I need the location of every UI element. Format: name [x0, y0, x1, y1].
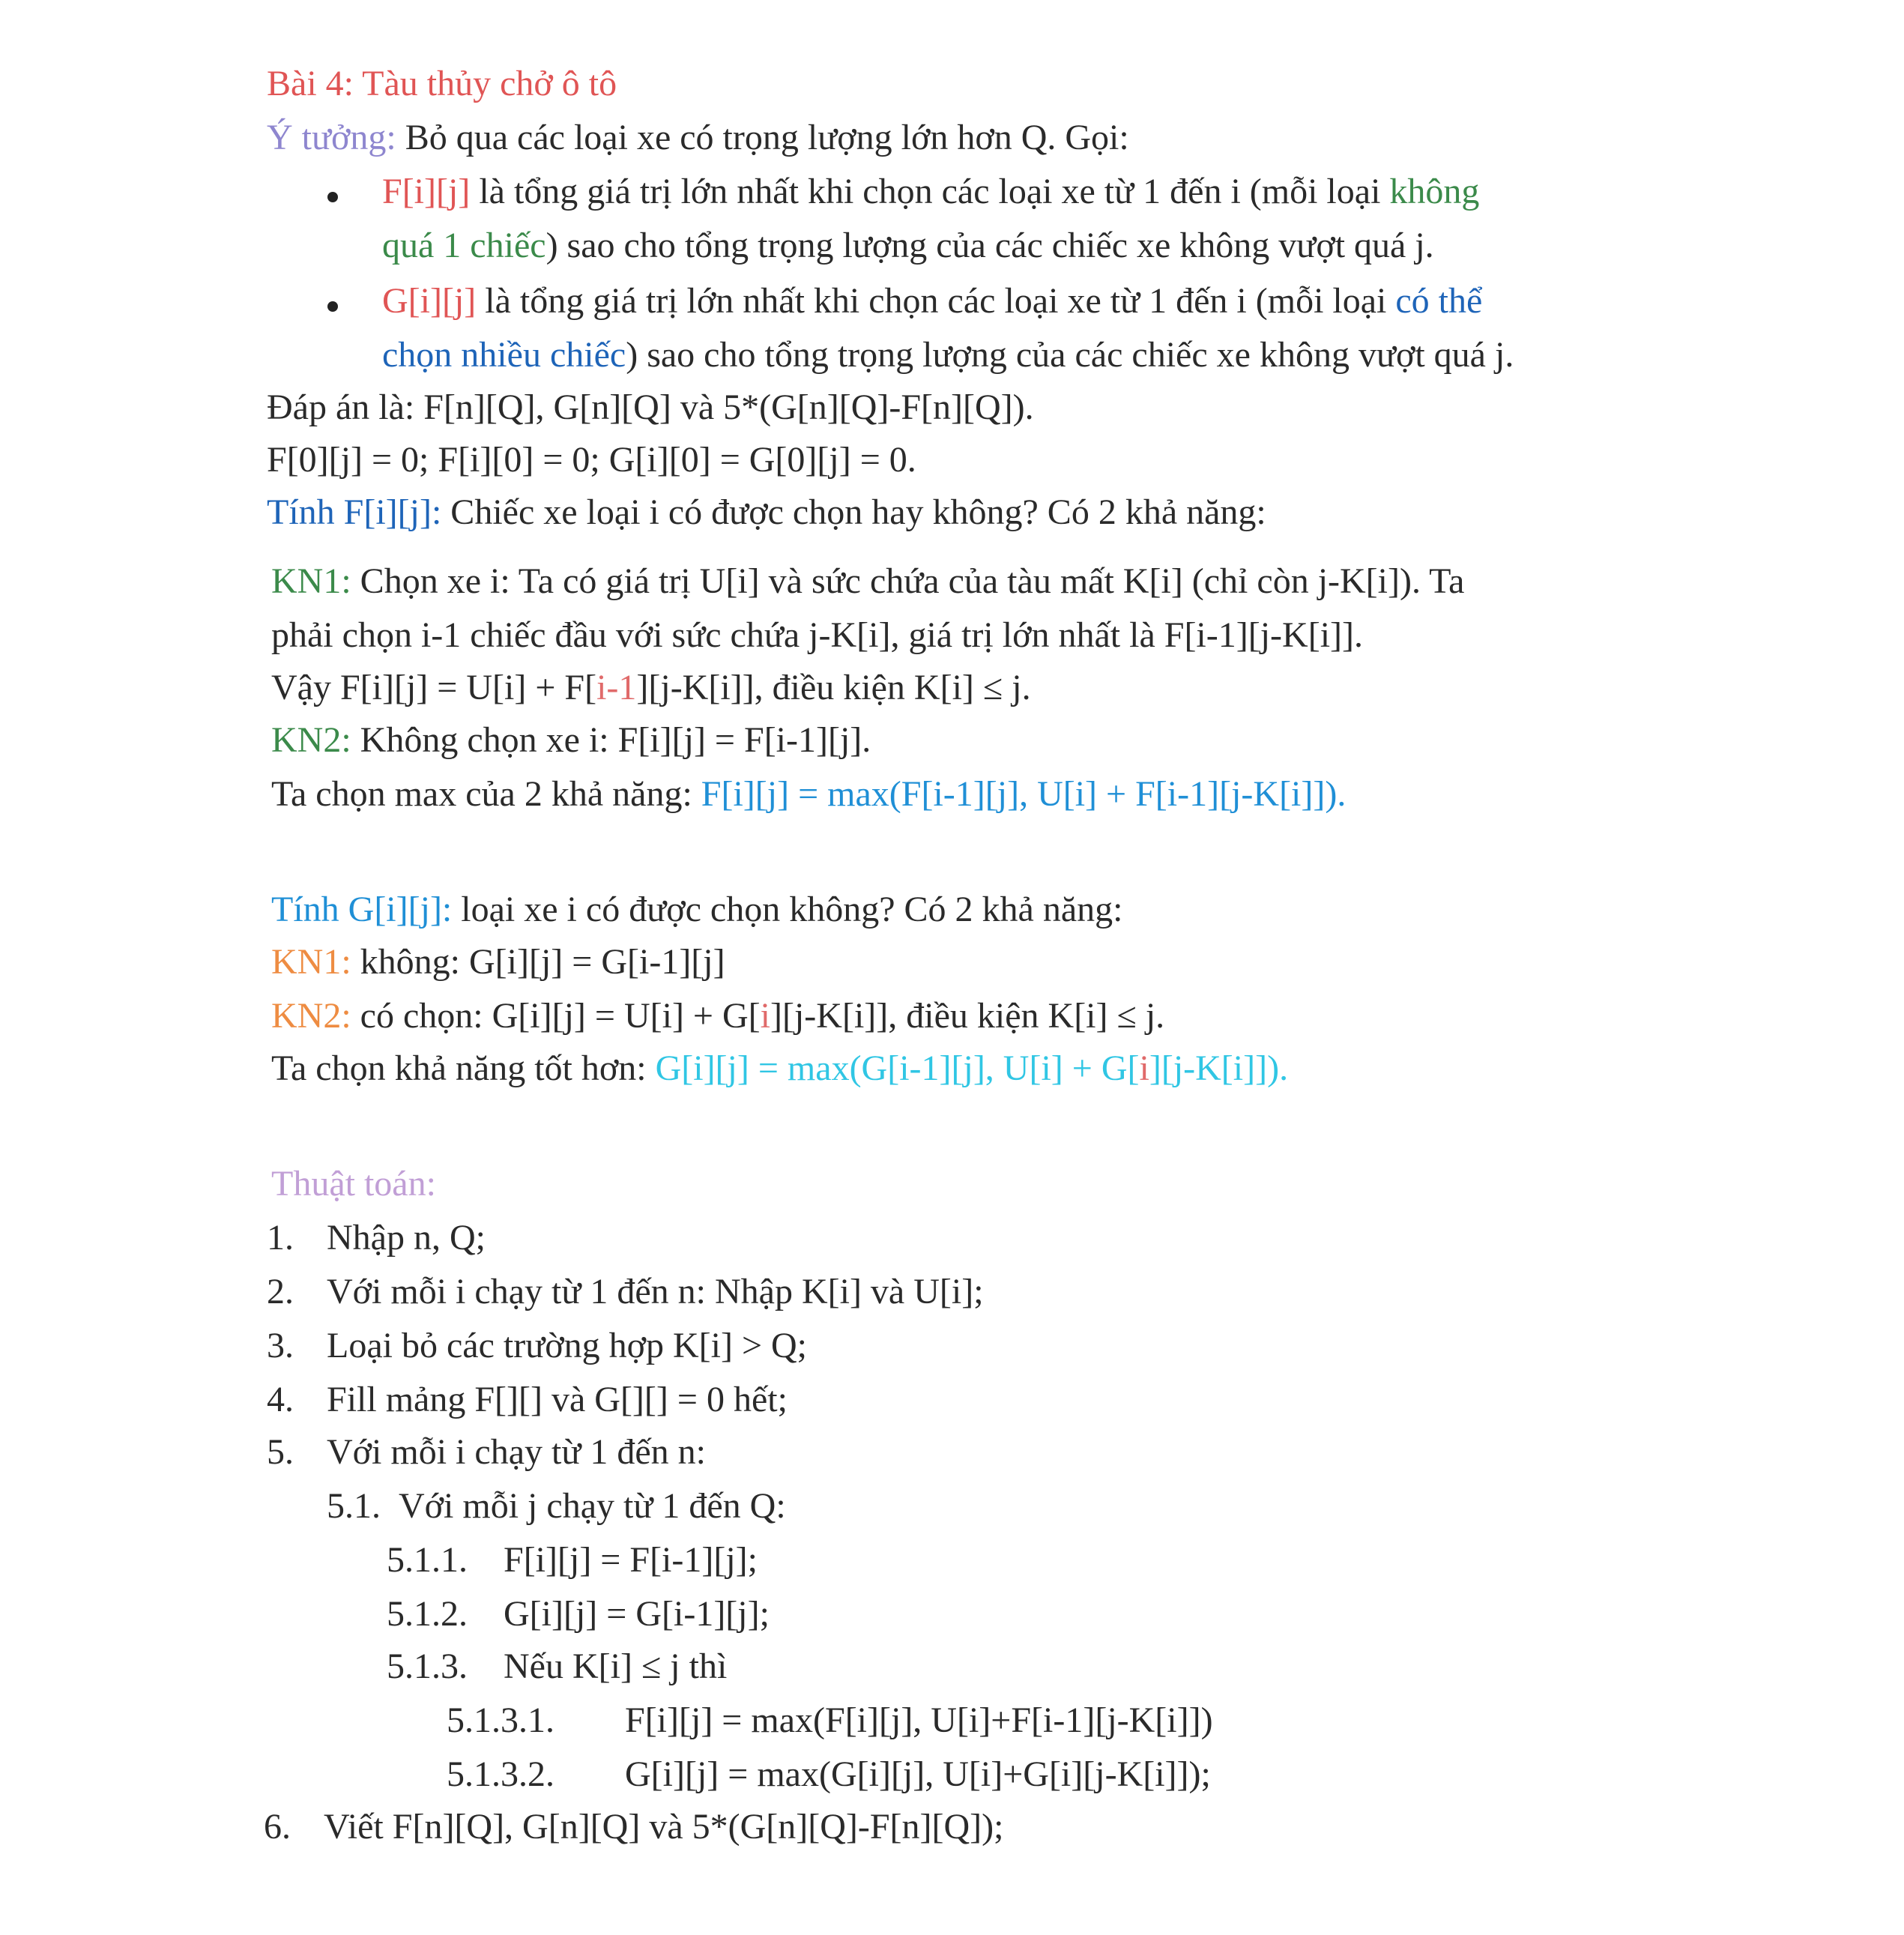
calc-f-vay-highlight: i-1 — [596, 668, 637, 707]
bullet-1-highlight-2: quá 1 chiếc — [382, 226, 546, 265]
algo-step-4-text: Fill mảng F[][] và G[][] = 0 hết; — [327, 1380, 788, 1419]
calc-f-kn2-text: Không chọn xe i: F[i][j] = F[i-1][j]. — [351, 720, 871, 760]
bullet-2-var: G[i][j] — [382, 281, 477, 321]
calc-g-kn2-highlight: i — [760, 996, 770, 1036]
calc-g-choose-f2: ][j-K[i]]). — [1149, 1048, 1289, 1088]
bullet-dot-icon — [327, 192, 338, 202]
bullet-2-line-1 — [382, 279, 1482, 324]
algo-step-5-1-text: Với mỗi j chạy từ 1 đến Q: — [399, 1486, 786, 1526]
algo-step-5-1-3-2 — [447, 1752, 1211, 1797]
algo-step-5-num: 5. — [267, 1432, 294, 1472]
algo-step-5-1-3-1-text: F[i][j] = max(F[i][j], U[i]+F[i-1][j-K[i]]) — [625, 1700, 1213, 1740]
algo-step-5-text: Với mỗi i chạy từ 1 đến n: — [327, 1432, 706, 1472]
calc-g-kn2-pre: có chọn: G[i][j] = U[i] + G[ — [351, 996, 761, 1036]
algo-step-5-1-3-num: 5.1.3. — [387, 1646, 468, 1686]
calc-g-kn2-label: KN2: — [271, 996, 351, 1036]
calc-g-text: loại xe i có được chọn không? Có 2 khả năng: — [452, 890, 1123, 929]
calc-f-kn1-line-1 — [271, 559, 1464, 604]
bullet-2-line-2 — [382, 333, 1514, 378]
calc-f-text: Chiếc xe loại i có được chọn hay không? Có 2 khả năng: — [441, 492, 1266, 532]
algo-step-1-text: Nhập n, Q; — [327, 1218, 486, 1258]
idea-text: Bỏ qua các loại xe có trọng lượng lớn hơn Q. Gọi: — [396, 118, 1129, 157]
calc-f-kn1-line-2: phải chọn i-1 chiếc đầu với sức chứa j-K[i], giá trị lớn nhất là F[i-1][j-K[i]]. — [271, 615, 1363, 655]
calc-f-choose-text: Ta chọn max của 2 khả năng: — [271, 774, 701, 814]
algo-step-4 — [267, 1377, 788, 1422]
calc-f-choose-line — [271, 772, 1346, 817]
algo-step-6 — [264, 1805, 1003, 1850]
calc-g-label: Tính G[i][j]: — [271, 890, 453, 929]
algo-step-3-num: 3. — [267, 1326, 294, 1365]
algo-step-5-1-3-2-text: G[i][j] = max(G[i][j], U[i]+G[i][j-K[i]]); — [625, 1754, 1211, 1794]
calc-g-kn1-text: không: G[i][j] = G[i-1][j] — [351, 942, 725, 982]
algo-step-5-1-1-text: F[i][j] = F[i-1][j]; — [504, 1540, 758, 1580]
bullet-1-line-2 — [382, 223, 1434, 268]
algorithm-label: Thuật toán: — [271, 1164, 436, 1204]
algo-step-5-1 — [327, 1484, 786, 1529]
page-title: Bài 4: Tàu thủy chở ô tô — [267, 64, 617, 103]
init-line: F[0][j] = 0; F[i][0] = 0; G[i][0] = G[0][j] = 0. — [267, 440, 916, 480]
algo-step-5-1-3-1 — [447, 1698, 1213, 1743]
calc-g-choose-highlight: i — [1139, 1048, 1149, 1088]
calc-g-heading — [271, 887, 1122, 932]
algo-step-5-1-2 — [387, 1592, 770, 1637]
bullet-1-highlight: không — [1389, 172, 1480, 211]
algo-step-5-1-2-num: 5.1.2. — [387, 1594, 468, 1634]
calc-g-kn1-line — [271, 940, 725, 985]
algo-step-5-1-num: 5.1. — [327, 1486, 381, 1526]
calc-f-kn2-line — [271, 718, 871, 763]
calc-g-kn2-post: ][j-K[i]], điều kiện K[i] ≤ j. — [770, 996, 1165, 1036]
calc-f-kn2-label: KN2: — [271, 720, 351, 760]
algo-step-5-1-1-num: 5.1.1. — [387, 1540, 468, 1580]
bullet-2-text-2: ) sao cho tổng trọng lượng của các chiếc xe không vượt quá j. — [626, 335, 1514, 375]
calc-g-choose-f1: G[i][j] = max(G[i-1][j], U[i] + G[ — [655, 1048, 1140, 1088]
calc-g-kn2-line — [271, 994, 1164, 1039]
bullet-dot-icon — [327, 301, 338, 312]
calc-f-choose-formula: F[i][j] = max(F[i-1][j], U[i] + F[i-1][j-K[i]]). — [701, 774, 1347, 814]
calc-g-kn1-label: KN1: — [271, 942, 351, 982]
algo-step-5-1-3-2-num: 5.1.3.2. — [447, 1754, 554, 1794]
bullet-1-line-1 — [382, 169, 1479, 214]
algo-step-5-1-1 — [387, 1538, 758, 1583]
bullet-1-var: F[i][j] — [382, 172, 471, 211]
bullet-2-highlight-2: chọn nhiều chiếc — [382, 335, 626, 375]
algo-step-3-text: Loại bỏ các trường hợp K[i] > Q; — [327, 1326, 808, 1365]
algo-step-1 — [267, 1216, 486, 1261]
algo-step-5-1-2-text: G[i][j] = G[i-1][j]; — [504, 1594, 770, 1634]
algo-step-5-1-3-1-num: 5.1.3.1. — [447, 1700, 554, 1740]
calc-f-kn1-text: Chọn xe i: Ta có giá trị U[i] và sức chứa của tàu mất K[i] (chỉ còn j-K[i]). Ta — [351, 561, 1465, 601]
algo-step-5 — [267, 1430, 706, 1475]
idea-label: Ý tưởng: — [267, 118, 396, 157]
algo-step-6-text: Viết F[n][Q], G[n][Q] và 5*(G[n][Q]-F[n][Q]); — [324, 1807, 1004, 1847]
calc-f-heading — [267, 490, 1266, 535]
calc-f-label: Tính F[i][j]: — [267, 492, 442, 532]
answer-line: Đáp án là: F[n][Q], G[n][Q] và 5*(G[n][Q]-F[n][Q]). — [267, 387, 1034, 427]
calc-f-vay-line — [271, 665, 1031, 710]
bullet-1-text-2: ) sao cho tổng trọng lượng của các chiếc xe không vượt quá j. — [545, 226, 1434, 265]
algo-step-2 — [267, 1270, 984, 1314]
algo-step-6-num: 6. — [264, 1807, 291, 1847]
calc-g-choose-line — [271, 1046, 1288, 1091]
algo-step-4-num: 4. — [267, 1380, 294, 1419]
algo-step-1-num: 1. — [267, 1218, 294, 1258]
algo-step-5-1-3 — [387, 1644, 727, 1689]
idea-line — [267, 115, 1129, 160]
calc-g-choose-text: Ta chọn khả năng tốt hơn: — [271, 1048, 656, 1088]
algo-step-3 — [267, 1323, 807, 1368]
calc-f-vay-pre: Vậy F[i][j] = U[i] + F[ — [271, 668, 597, 707]
bullet-1-text: là tổng giá trị lớn nhất khi chọn các loại xe từ 1 đến i (mỗi loại — [470, 172, 1390, 211]
calc-f-kn1-label: KN1: — [271, 561, 351, 601]
algo-step-2-text: Với mỗi i chạy từ 1 đến n: Nhập K[i] và U[i]; — [327, 1272, 984, 1311]
bullet-2-highlight: có thể — [1395, 281, 1483, 321]
algo-step-2-num: 2. — [267, 1272, 294, 1311]
algo-step-5-1-3-text: Nếu K[i] ≤ j thì — [504, 1646, 728, 1686]
calc-f-vay-post: ][j-K[i]], điều kiện K[i] ≤ j. — [636, 668, 1031, 707]
bullet-2-text: là tổng giá trị lớn nhất khi chọn các loại xe từ 1 đến i (mỗi loại — [476, 281, 1396, 321]
